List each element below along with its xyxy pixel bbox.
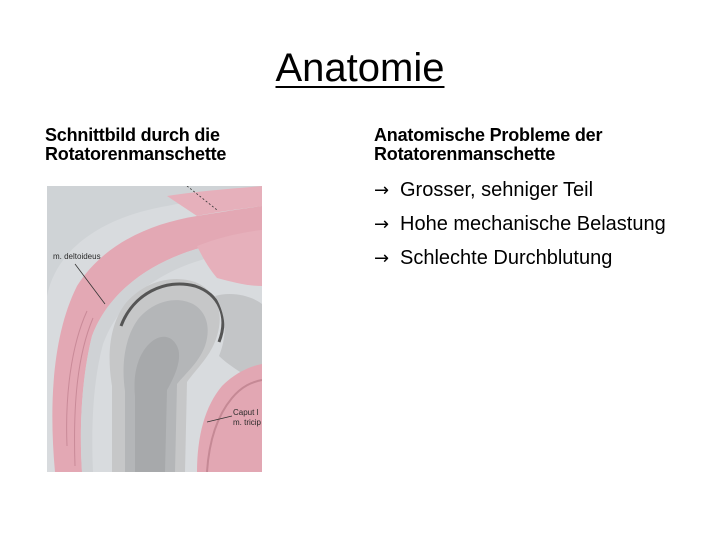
bullet-list (374, 176, 694, 278)
bullet-item (374, 210, 694, 239)
label-caput: Caput l (233, 408, 259, 417)
slide-title-text: Anatomie (275, 46, 445, 90)
arrow-right-icon: → (374, 180, 390, 201)
bullet-item (374, 244, 694, 273)
anatomy-illustration (47, 186, 262, 472)
shoulder-cross-section-image (47, 186, 262, 472)
label-deltoideus: m. deltoideus (53, 252, 101, 261)
arrow-right-icon: → (374, 248, 390, 269)
bullet-text: Hohe mechanische Belastung (400, 213, 666, 235)
arrow-right-icon: → (374, 214, 390, 235)
right-column-heading: Anatomische Probleme der Rotatorenmanschette (374, 125, 603, 164)
bullet-text: Schlechte Durchblutung (400, 247, 613, 269)
bullet-item (374, 176, 694, 205)
left-column-heading: Schnittbild durch die Rotatorenmanschette (45, 125, 227, 164)
label-tricip: m. tricip (233, 418, 261, 427)
slide-title (0, 44, 720, 92)
bullet-text: Grosser, sehniger Teil (400, 179, 594, 201)
